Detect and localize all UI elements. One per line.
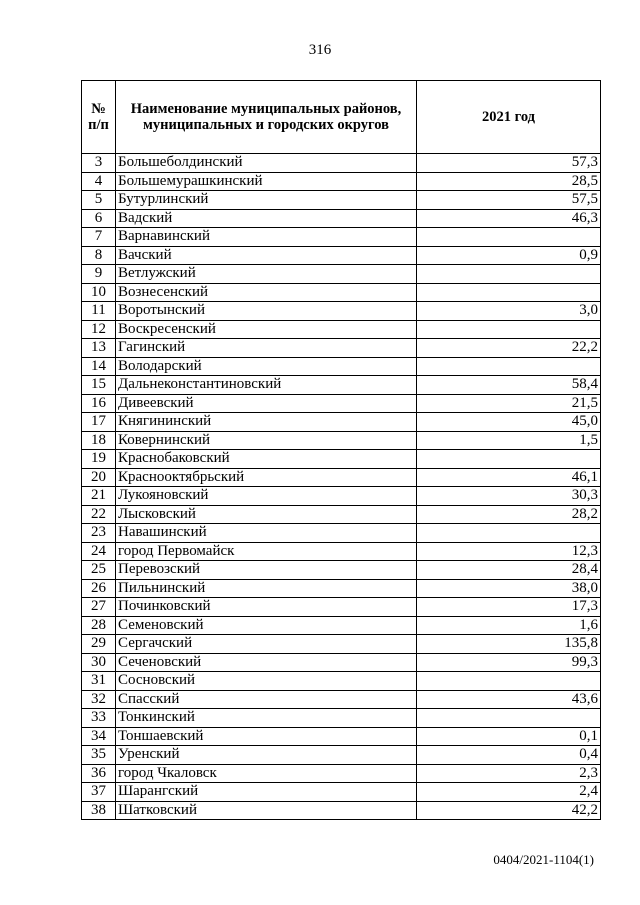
row-value: 0,1 xyxy=(417,727,601,746)
row-value xyxy=(417,672,601,691)
row-name: Володарский xyxy=(116,357,417,376)
row-number: 21 xyxy=(82,487,116,506)
row-name: Вачский xyxy=(116,246,417,265)
row-value: 57,5 xyxy=(417,191,601,210)
row-name: Воротынский xyxy=(116,302,417,321)
row-name: Бутурлинский xyxy=(116,191,417,210)
row-value xyxy=(417,450,601,469)
row-name: Сеченовский xyxy=(116,653,417,672)
row-name: город Первомайск xyxy=(116,542,417,561)
row-number: 10 xyxy=(82,283,116,302)
row-value xyxy=(417,265,601,284)
row-name: Починковский xyxy=(116,598,417,617)
row-value xyxy=(417,228,601,247)
row-value: 28,5 xyxy=(417,172,601,191)
row-value: 46,1 xyxy=(417,468,601,487)
table-row xyxy=(82,727,601,746)
row-number: 20 xyxy=(82,468,116,487)
row-number: 13 xyxy=(82,339,116,358)
table-row xyxy=(82,801,601,820)
row-name: Варнавинский xyxy=(116,228,417,247)
table-row xyxy=(82,542,601,561)
row-value: 22,2 xyxy=(417,339,601,358)
row-number: 18 xyxy=(82,431,116,450)
table-row xyxy=(82,468,601,487)
row-value: 30,3 xyxy=(417,487,601,506)
page-number: 316 xyxy=(308,42,332,58)
table-row xyxy=(82,561,601,580)
table-row xyxy=(82,746,601,765)
table-row xyxy=(82,431,601,450)
row-name: Пильнинский xyxy=(116,579,417,598)
row-number: 3 xyxy=(82,154,116,173)
row-name: Гагинский xyxy=(116,339,417,358)
row-number: 37 xyxy=(82,783,116,802)
table-row xyxy=(82,265,601,284)
row-name: Лысковский xyxy=(116,505,417,524)
table-row xyxy=(82,616,601,635)
table-row xyxy=(82,635,601,654)
table-row xyxy=(82,320,601,339)
row-value: 1,5 xyxy=(417,431,601,450)
row-name: Краснобаковский xyxy=(116,450,417,469)
row-name: Сергачский xyxy=(116,635,417,654)
row-value xyxy=(417,283,601,302)
row-name: Дивеевский xyxy=(116,394,417,413)
row-value xyxy=(417,709,601,728)
row-number: 12 xyxy=(82,320,116,339)
row-number: 24 xyxy=(82,542,116,561)
header-number: № п/п xyxy=(82,81,116,154)
table-row xyxy=(82,154,601,173)
row-number: 28 xyxy=(82,616,116,635)
table-row xyxy=(82,579,601,598)
table-row xyxy=(82,653,601,672)
row-name: Лукояновский xyxy=(116,487,417,506)
row-value: 2,4 xyxy=(417,783,601,802)
row-value: 21,5 xyxy=(417,394,601,413)
row-name: Воскресенский xyxy=(116,320,417,339)
table-row xyxy=(82,450,601,469)
row-name: Большеболдинский xyxy=(116,154,417,173)
table-row xyxy=(82,357,601,376)
table-row xyxy=(82,413,601,432)
table-row xyxy=(82,690,601,709)
row-name: Краснооктябрьский xyxy=(116,468,417,487)
row-number: 29 xyxy=(82,635,116,654)
table-row xyxy=(82,172,601,191)
table-row xyxy=(82,487,601,506)
row-number: 30 xyxy=(82,653,116,672)
table-row xyxy=(82,283,601,302)
row-name: Навашинский xyxy=(116,524,417,543)
table-row xyxy=(82,394,601,413)
row-name: Шатковский xyxy=(116,801,417,820)
row-name: Семеновский xyxy=(116,616,417,635)
row-name: Дальнеконстантиновский xyxy=(116,376,417,395)
row-value: 57,3 xyxy=(417,154,601,173)
row-value xyxy=(417,524,601,543)
row-name: Спасский xyxy=(116,690,417,709)
row-value: 17,3 xyxy=(417,598,601,617)
header-year: 2021 год xyxy=(417,81,601,154)
row-value: 58,4 xyxy=(417,376,601,395)
header-name: Наименование муниципальных районов, муниципальных и городских округов xyxy=(116,81,417,154)
row-value xyxy=(417,320,601,339)
row-number: 36 xyxy=(82,764,116,783)
row-number: 7 xyxy=(82,228,116,247)
data-table xyxy=(81,80,601,820)
row-value: 42,2 xyxy=(417,801,601,820)
row-value: 46,3 xyxy=(417,209,601,228)
row-value xyxy=(417,357,601,376)
row-value: 99,3 xyxy=(417,653,601,672)
table-row xyxy=(82,246,601,265)
row-value: 43,6 xyxy=(417,690,601,709)
row-number: 14 xyxy=(82,357,116,376)
row-number: 9 xyxy=(82,265,116,284)
row-number: 4 xyxy=(82,172,116,191)
row-name: Уренский xyxy=(116,746,417,765)
row-value: 3,0 xyxy=(417,302,601,321)
table-row xyxy=(82,764,601,783)
row-number: 25 xyxy=(82,561,116,580)
row-name: Вознесенский xyxy=(116,283,417,302)
row-value: 12,3 xyxy=(417,542,601,561)
row-number: 22 xyxy=(82,505,116,524)
table-row xyxy=(82,376,601,395)
table-row xyxy=(82,524,601,543)
row-value: 28,2 xyxy=(417,505,601,524)
row-number: 31 xyxy=(82,672,116,691)
table-body xyxy=(82,154,601,820)
row-name: Ковернинский xyxy=(116,431,417,450)
table-row xyxy=(82,598,601,617)
row-name: Княгининский xyxy=(116,413,417,432)
row-number: 19 xyxy=(82,450,116,469)
row-name: Шарангский xyxy=(116,783,417,802)
table-row xyxy=(82,709,601,728)
row-value: 2,3 xyxy=(417,764,601,783)
table-row xyxy=(82,228,601,247)
row-value: 1,6 xyxy=(417,616,601,635)
row-number: 23 xyxy=(82,524,116,543)
table-row xyxy=(82,302,601,321)
row-number: 6 xyxy=(82,209,116,228)
row-number: 16 xyxy=(82,394,116,413)
table-row xyxy=(82,209,601,228)
row-number: 26 xyxy=(82,579,116,598)
table-row xyxy=(82,672,601,691)
table-row xyxy=(82,505,601,524)
row-number: 35 xyxy=(82,746,116,765)
row-value: 0,9 xyxy=(417,246,601,265)
row-value: 45,0 xyxy=(417,413,601,432)
row-number: 38 xyxy=(82,801,116,820)
row-number: 15 xyxy=(82,376,116,395)
document-code: 0404/2021-1104(1) xyxy=(493,852,594,867)
table-row xyxy=(82,339,601,358)
table-row xyxy=(82,783,601,802)
row-number: 32 xyxy=(82,690,116,709)
row-value: 135,8 xyxy=(417,635,601,654)
row-value: 0,4 xyxy=(417,746,601,765)
row-value: 38,0 xyxy=(417,579,601,598)
row-name: Большемурашкинский xyxy=(116,172,417,191)
row-name: Тоншаевский xyxy=(116,727,417,746)
row-number: 34 xyxy=(82,727,116,746)
table-header-row xyxy=(82,81,601,154)
row-name: Перевозский xyxy=(116,561,417,580)
row-value: 28,4 xyxy=(417,561,601,580)
row-name: Вадский xyxy=(116,209,417,228)
row-number: 33 xyxy=(82,709,116,728)
row-number: 27 xyxy=(82,598,116,617)
row-name: Тонкинский xyxy=(116,709,417,728)
row-number: 17 xyxy=(82,413,116,432)
row-number: 5 xyxy=(82,191,116,210)
row-number: 8 xyxy=(82,246,116,265)
row-number: 11 xyxy=(82,302,116,321)
row-name: Ветлужский xyxy=(116,265,417,284)
table-row xyxy=(82,191,601,210)
row-name: Сосновский xyxy=(116,672,417,691)
row-name: город Чкаловск xyxy=(116,764,417,783)
